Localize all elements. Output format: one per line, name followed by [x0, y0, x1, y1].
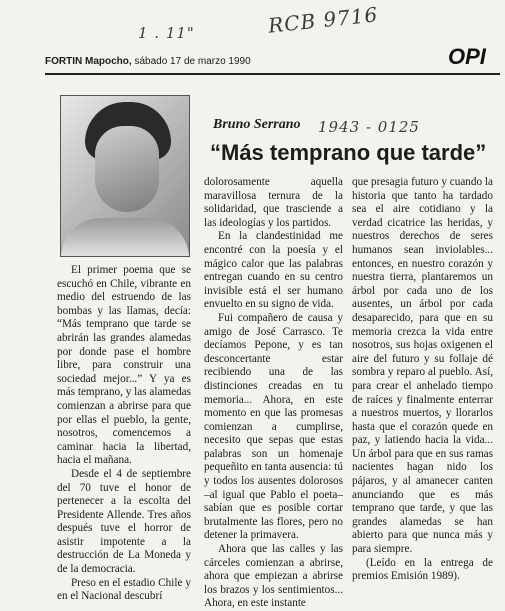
article-column-1 — [57, 264, 191, 604]
article-column-2 — [204, 176, 343, 611]
paragraph: Desde el 4 de septiembre del 70 tuve el honor de pertenecer a la escolta del Presidente Allende. Tres años después tuve el horror de asistir impotente a la destrucción de La Moneda y de la democracia. — [57, 467, 191, 576]
handwritten-years: 1943 - 0125 — [318, 118, 420, 136]
masthead — [45, 56, 251, 67]
paragraph: dolorosamente aquella maravillosa ternura de la solidaridad, que trasciende a las ideologías y los partidos. — [204, 176, 343, 229]
article-title: “Más temprano que tarde” — [210, 140, 487, 165]
handwritten-catalog-code: RCB 9716 — [267, 2, 380, 38]
paragraph: (Leído en la entrega de premios Emisión 1989). — [352, 556, 493, 583]
paragraph: Fui compañero de causa y amigo de José Carrasco. Te decíamos Pepone, y es tan desconcertante estar recibiendo una de las distinciones creadas en tu memoria... Ahora, en este momento en que las promesas comienzan a cumplirse, necesito que sepas que estas palabras son un homenaje pequeñito en tanta ausencia: tú y todos los ausentes dolorosos –al igual que Pablo el poeta– sabían que es posible cortar brutalmente las flores, pero no detener la primavera. — [204, 311, 343, 542]
paragraph: Preso en el estadio Chile y en el Nacional descubrí — [57, 576, 191, 603]
publication-date: sábado 17 de marzo 1990 — [134, 56, 251, 67]
article-author: Bruno Serrano — [213, 117, 301, 132]
header-rule — [45, 73, 500, 75]
paragraph: Ahora que las calles y las cárceles comienzan a abrirse, ahora que empiezan a abrirse los brazos y los sentimientos... Ahora, en este instante — [204, 543, 343, 610]
section-label: OPI — [448, 44, 486, 69]
article-column-3 — [352, 176, 493, 584]
paragraph: que presagia futuro y cuando la historia que tanto ha tardado sea el aire cotidiano y la verdad cicatrice las heridas, y nuestros derechos de seres humanos sean inviolables... entonces, en nuestro corazón y nuestra tierra, plantaremos un árbol por cada uno de los ausentes, un árbol por cada desaparecido, para que en su memoria crezca la vida entre nosotros, sus hojas oxigenen el aire del futuro y su follaje dé sombra y reparo al pueblo. Así, para crear el anhelado tiempo de raíces y finalmente enterrar a nuestros muertos, y llorarlos hasta que el corazón quede en paz, y latiendo hacia la vida... Un árbol para que en sus ramas nacientes hagan nido los pájaros, y al amanecer canten anunciando que es más temprano que tarde, y que las grandes alamedas se han abierto para que nunca más y para siempre. — [352, 176, 493, 556]
newspaper-name: FORTIN Mapocho, — [45, 56, 132, 67]
handwritten-note: 1 . 11" — [138, 24, 195, 42]
paragraph: El primer poema que se escuchó en Chile, vibrante en medio del estruendo de las bombas y las llamas, decía: “Más temprano que tarde se abrirán las grandes alamedas por donde pase el hombre libre, para construir una sociedad mejor...” Y ya es más temprano, y las alamedas comienzan a abrirse para que por ellas el pueblo, la gente, nosotros, comencemos a caminar hacia la libertad, hacia el mañana. — [57, 264, 191, 467]
author-photo — [60, 95, 190, 257]
paragraph: En la clandestinidad me encontré con la poesía y el mágico calor que las palabras entregan cuando en su centro invisible está el ser humano envuelto en su signo de vida. — [204, 230, 343, 311]
